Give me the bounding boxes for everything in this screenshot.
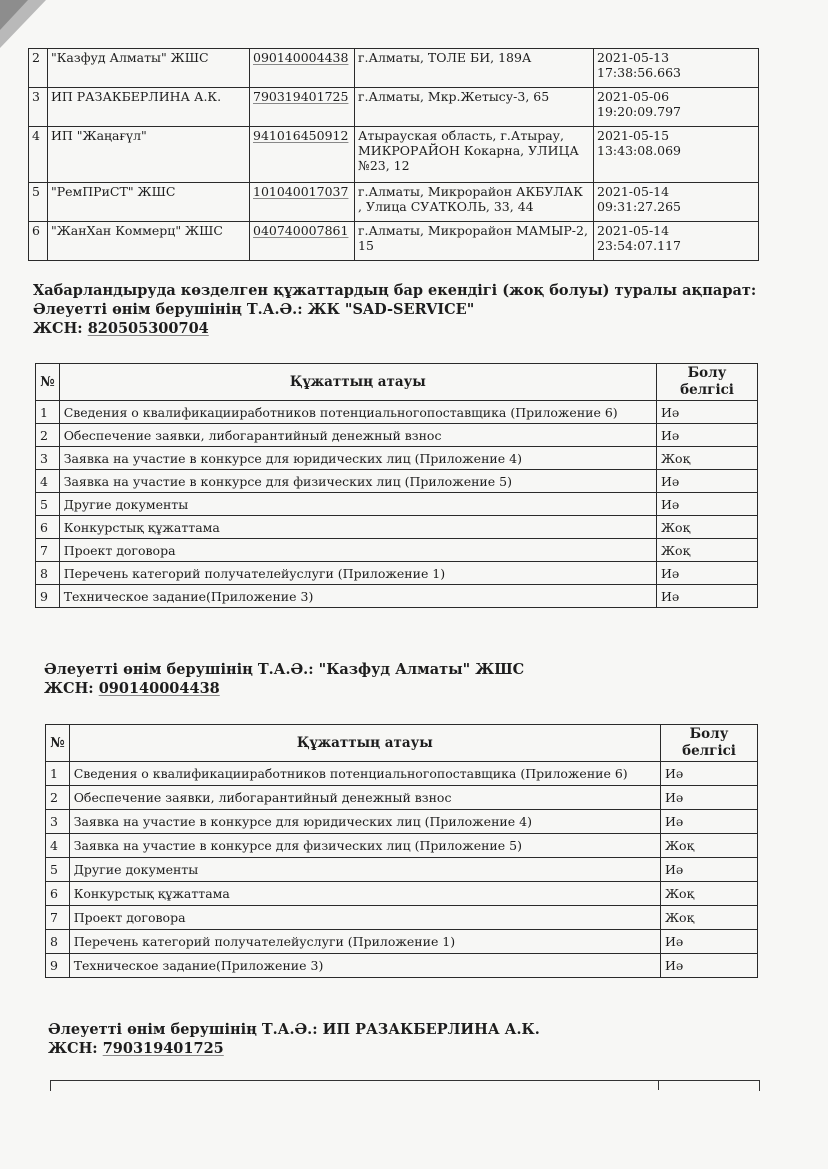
doc-num: 1 xyxy=(36,401,60,424)
submitted-date: 2021-05-15 xyxy=(597,128,670,143)
doc-name: Заявка на участие в конкурсе для физических лиц (Приложение 5) xyxy=(59,470,656,493)
supplier-address: г.Алматы, ТОЛЕ БИ, 189А xyxy=(355,49,594,88)
doc-num: 8 xyxy=(36,562,60,585)
supplier-name: "ЖанХан Коммерц" ЖШС xyxy=(48,222,250,261)
submitted-date: 2021-05-14 xyxy=(597,223,670,238)
document-row xyxy=(46,762,758,786)
doc-num: 5 xyxy=(46,858,70,882)
submitted-at xyxy=(594,127,759,183)
submitted-time: 19:20:09.797 xyxy=(597,104,681,119)
doc-num: 6 xyxy=(36,516,60,539)
document-row xyxy=(46,858,758,882)
supplier-name: ИП "Жаңағүл" xyxy=(48,127,250,183)
doc-presence: Жоқ xyxy=(657,539,758,562)
doc-presence: Иә xyxy=(657,470,758,493)
section-title: Хабарландыруда көзделген құжаттардың бар екендігі (жоқ болуы) туралы ақпарат: xyxy=(33,282,757,299)
doc-num: 3 xyxy=(36,447,60,470)
supplier-bin: 101040017037 xyxy=(253,184,349,199)
submitted-time: 23:54:07.117 xyxy=(597,238,681,253)
document-row xyxy=(46,930,758,954)
row-num: 6 xyxy=(29,222,48,261)
supplier-bin-line-2: ЖСН: 090140004438 xyxy=(44,680,220,697)
document-row xyxy=(36,401,758,424)
supplier-name-line-3: Әлеуетті өнім берушінің Т.А.Ә.: ИП РАЗАКБЕРЛИНА А.К. xyxy=(48,1021,540,1038)
documents-table-3-divider xyxy=(658,1080,659,1090)
doc-name: Сведения о квалификацииработников потенциальногопоставщика (Приложение 6) xyxy=(69,762,660,786)
col-num: № xyxy=(36,364,60,401)
doc-presence: Жоқ xyxy=(661,882,758,906)
supplier-name: "РемПРиСТ" ЖШС xyxy=(48,183,250,222)
doc-presence: Иә xyxy=(661,762,758,786)
doc-presence: Иә xyxy=(657,401,758,424)
submitted-at xyxy=(594,49,759,88)
supplier-row xyxy=(29,127,759,183)
supplier-address: Атырауская область, г.Атырау, МИКРОРАЙОН Кокарна, УЛИЦА №23, 12 xyxy=(355,127,594,183)
col-doc-name: Құжаттың атауы xyxy=(59,364,656,401)
doc-name: Перечень категорий получателейуслуги (Приложение 1) xyxy=(69,930,660,954)
row-num: 3 xyxy=(29,88,48,127)
submitted-date: 2021-05-06 xyxy=(597,89,670,104)
doc-num: 1 xyxy=(46,762,70,786)
doc-presence: Иә xyxy=(661,858,758,882)
supplier-bin: 790319401725 xyxy=(253,89,349,104)
doc-num: 2 xyxy=(36,424,60,447)
suppliers-table xyxy=(28,48,759,261)
submitted-at xyxy=(594,88,759,127)
supplier-bin-line-3: ЖСН: 790319401725 xyxy=(48,1040,224,1057)
doc-presence: Иә xyxy=(661,930,758,954)
doc-name: Конкурстық құжаттама xyxy=(69,882,660,906)
document-row xyxy=(36,539,758,562)
doc-presence: Жоқ xyxy=(657,516,758,539)
doc-presence: Иә xyxy=(661,810,758,834)
submitted-at xyxy=(594,222,759,261)
submitted-time: 13:43:08.069 xyxy=(597,143,681,158)
doc-name: Обеспечение заявки, либогарантийный денежный взнос xyxy=(59,424,656,447)
submitted-date: 2021-05-14 xyxy=(597,184,670,199)
documents-table-1 xyxy=(35,363,758,608)
document-row xyxy=(36,447,758,470)
doc-presence: Жоқ xyxy=(657,447,758,470)
col-num: № xyxy=(46,725,70,762)
doc-presence: Иә xyxy=(657,585,758,608)
row-num: 5 xyxy=(29,183,48,222)
doc-presence: Иә xyxy=(657,493,758,516)
col-sign: Болу белгісі xyxy=(661,725,758,762)
document-row xyxy=(36,516,758,539)
document-row xyxy=(36,470,758,493)
doc-name: Сведения о квалификацииработников потенциальногопоставщика (Приложение 6) xyxy=(59,401,656,424)
doc-num: 3 xyxy=(46,810,70,834)
supplier-bin-line-1: ЖСН: 820505300704 xyxy=(33,320,209,337)
doc-presence: Жоқ xyxy=(661,834,758,858)
doc-name: Другие документы xyxy=(59,493,656,516)
supplier-address: г.Алматы, Мкр.Жетысу-3, 65 xyxy=(355,88,594,127)
supplier-bin: 941016450912 xyxy=(253,128,349,143)
supplier-name-line-1: Әлеуетті өнім берушінің Т.А.Ә.: ЖК "SAD-SERVICE" xyxy=(33,301,475,318)
doc-num: 7 xyxy=(36,539,60,562)
doc-presence: Иә xyxy=(657,424,758,447)
row-num: 4 xyxy=(29,127,48,183)
supplier-name: "Казфуд Алматы" ЖШС xyxy=(48,49,250,88)
supplier-row xyxy=(29,183,759,222)
document-row xyxy=(46,954,758,978)
documents-table-2 xyxy=(45,724,758,978)
doc-num: 8 xyxy=(46,930,70,954)
document-row xyxy=(46,906,758,930)
doc-name: Заявка на участие в конкурсе для юридических лиц (Приложение 4) xyxy=(59,447,656,470)
document-row xyxy=(46,882,758,906)
submitted-date: 2021-05-13 xyxy=(597,50,670,65)
document-row xyxy=(46,810,758,834)
doc-num: 9 xyxy=(46,954,70,978)
submitted-at xyxy=(594,183,759,222)
doc-name: Заявка на участие в конкурсе для юридических лиц (Приложение 4) xyxy=(69,810,660,834)
submitted-time: 09:31:27.265 xyxy=(597,199,681,214)
doc-num: 7 xyxy=(46,906,70,930)
doc-num: 2 xyxy=(46,786,70,810)
doc-presence: Жоқ xyxy=(661,906,758,930)
doc-name: Другие документы xyxy=(69,858,660,882)
supplier-bin: 040740007861 xyxy=(253,223,349,238)
doc-name: Обеспечение заявки, либогарантийный денежный взнос xyxy=(69,786,660,810)
doc-num: 5 xyxy=(36,493,60,516)
supplier-row xyxy=(29,88,759,127)
doc-name: Техническое задание(Приложение 3) xyxy=(69,954,660,978)
supplier-row xyxy=(29,222,759,261)
doc-presence: Иә xyxy=(661,954,758,978)
doc-presence: Иә xyxy=(661,786,758,810)
doc-num: 4 xyxy=(46,834,70,858)
document-row xyxy=(36,585,758,608)
submitted-time: 17:38:56.663 xyxy=(597,65,681,80)
supplier-name-line-2: Әлеуетті өнім берушінің Т.А.Ә.: "Казфуд Алматы" ЖШС xyxy=(44,661,525,678)
doc-name: Перечень категорий получателейуслуги (Приложение 1) xyxy=(59,562,656,585)
doc-num: 9 xyxy=(36,585,60,608)
doc-name: Проект договора xyxy=(59,539,656,562)
document-row xyxy=(46,834,758,858)
document-row xyxy=(36,493,758,516)
document-row xyxy=(46,786,758,810)
supplier-bin: 090140004438 xyxy=(253,50,349,65)
doc-num: 6 xyxy=(46,882,70,906)
documents-table-3-cut-off xyxy=(50,1080,760,1091)
doc-num: 4 xyxy=(36,470,60,493)
doc-name: Конкурстық құжаттама xyxy=(59,516,656,539)
col-doc-name: Құжаттың атауы xyxy=(69,725,660,762)
document-row xyxy=(36,562,758,585)
page-corner-fold-shadow xyxy=(0,0,28,30)
supplier-address: г.Алматы, Микрорайон АКБУЛАК , Улица СУАТКОЛЬ, 33, 44 xyxy=(355,183,594,222)
doc-name: Техническое задание(Приложение 3) xyxy=(59,585,656,608)
supplier-row xyxy=(29,49,759,88)
doc-presence: Иә xyxy=(657,562,758,585)
col-sign: Болу белгісі xyxy=(657,364,758,401)
supplier-name: ИП РАЗАКБЕРЛИНА А.К. xyxy=(48,88,250,127)
document-row xyxy=(36,424,758,447)
supplier-address: г.Алматы, Микрорайон МАМЫР-2, 15 xyxy=(355,222,594,261)
doc-name: Проект договора xyxy=(69,906,660,930)
row-num: 2 xyxy=(29,49,48,88)
doc-name: Заявка на участие в конкурсе для физических лиц (Приложение 5) xyxy=(69,834,660,858)
